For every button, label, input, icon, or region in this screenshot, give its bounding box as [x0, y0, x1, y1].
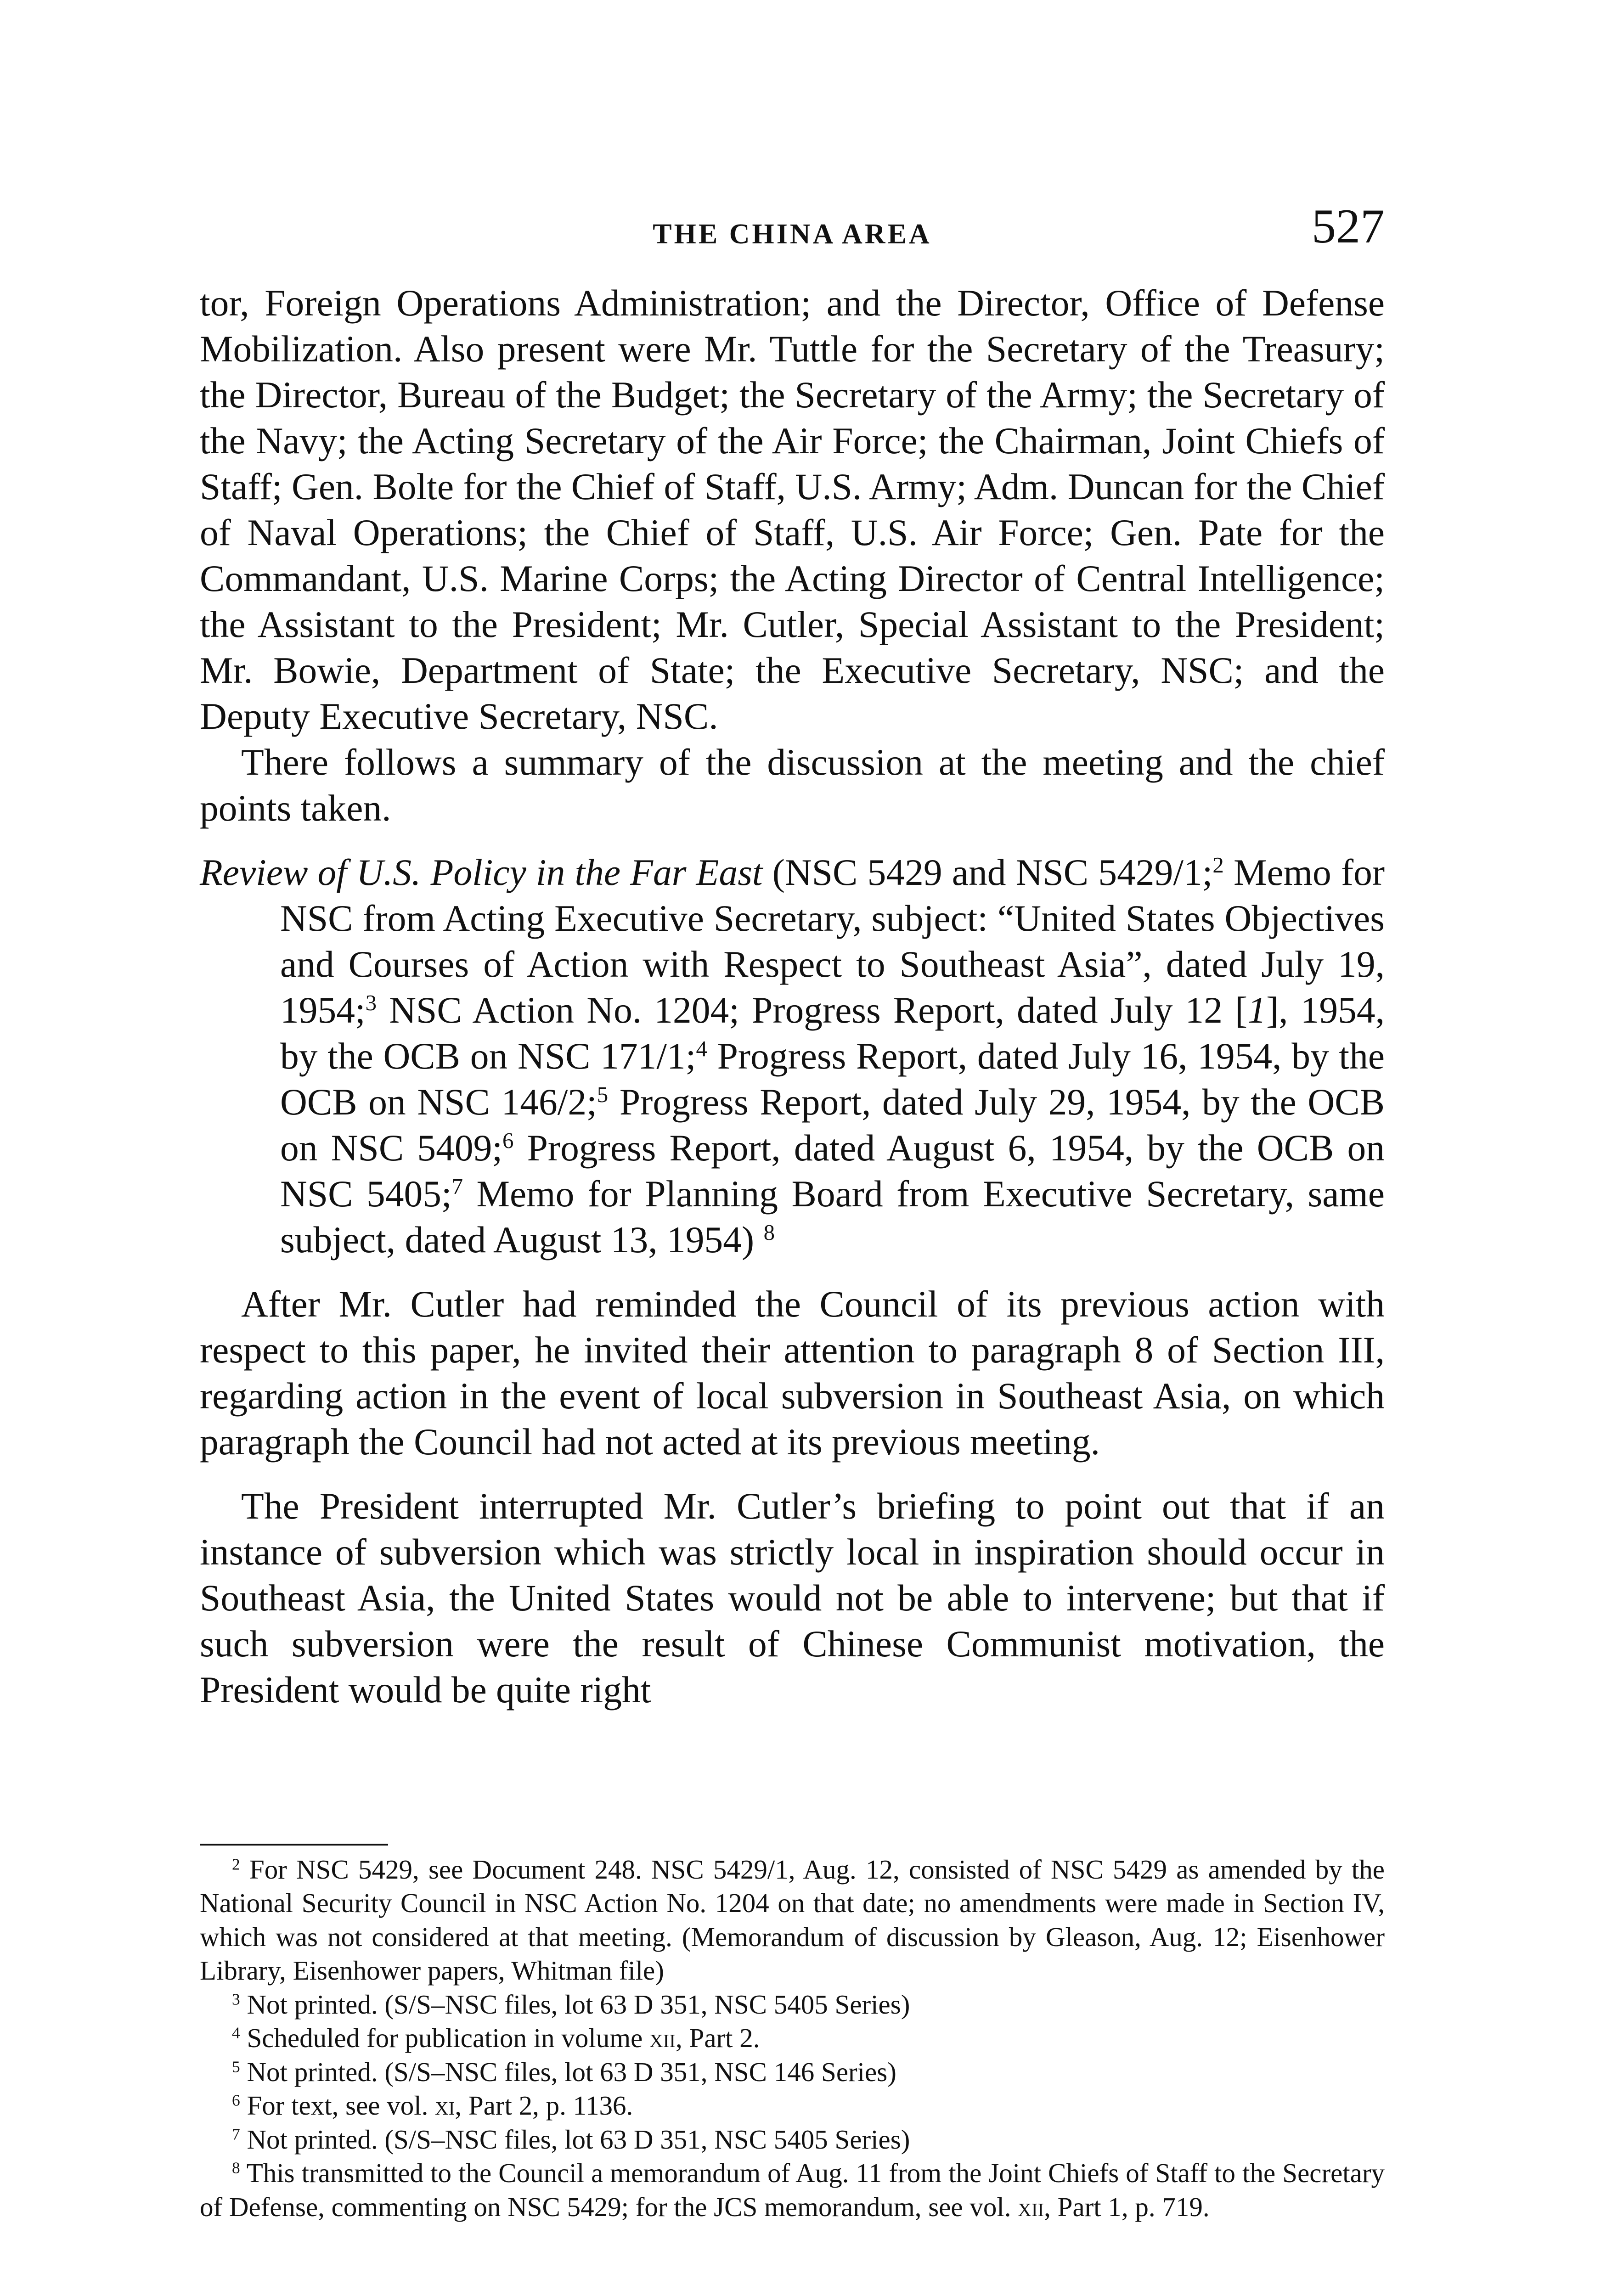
cutler-paragraph: After Mr. Cutler had reminded the Council of its previous action with respect to this paper, he invited their attention to paragraph 8 of Section III, regarding action in the event of local subversion in Southeast Asia, on which paragraph the Council had not acted at its previous meeting.	[200, 1283, 1385, 1463]
footnote-text: Scheduled for publication in volume	[240, 2023, 650, 2054]
footnote-text: Not printed. (S/S–NSC files, lot 63 D 351, NSC 5405 Series)	[240, 1989, 910, 2020]
footnote-divider	[200, 1844, 388, 1846]
footnote-marker: 3	[232, 1990, 240, 2009]
footnote-marker: 6	[232, 2091, 240, 2110]
agenda-item	[200, 850, 1385, 1263]
volume-number: xii	[649, 2023, 676, 2054]
agenda-text: Progress Report, dated August 6, 1954, by the OCB on NSC 5405;	[280, 1127, 1385, 1215]
page-header	[200, 199, 1385, 266]
page-number: 527	[1312, 199, 1385, 253]
footnote-marker: 7	[232, 2125, 240, 2144]
president-paragraph: The President interrupted Mr. Cutler’s briefing to point out that if an instance of subversion which was strictly local in inspiration should occur in Southeast Asia, the United States would not be able to intervene; but that if such subversion were the result of Chinese Communist motivation, the President would be quite right	[200, 1485, 1385, 1711]
footnote-marker: 4	[232, 2023, 240, 2042]
footnote-6	[200, 2089, 1385, 2122]
attendance-paragraph: tor, Foreign Operations Administration; and the Director, Office of Defense Mobilization. Also present were Mr. Tuttle for the Secretary of the Treasury; the Director, Bureau of the Budget; the Secretary of the Army; the Secretary of the Navy; the Acting Secretary of the Air Force; the Chairman, Joint Chiefs of Staff; Gen. Bolte for the Chief of Staff, U.S. Army; Adm. Duncan for the Chief of Naval Operations; the Chief of Staff, U.S. Air Force; Gen. Pate for the Commandant, U.S. Marine Corps; the Acting Director of Central Intelligence; the Assistant to the President; Mr. Cutler, Special Assistant to the President; Mr. Bowie, Department of State; the Executive Secretary, NSC; and the Deputy Executive Secretary, NSC.	[200, 282, 1385, 737]
agenda-text: Progress Report, dated July 16, 1954, by the OCB on NSC 146/2;	[280, 1035, 1385, 1123]
footnote-2	[200, 1853, 1385, 1988]
footnote-marker: 2	[232, 1855, 240, 1874]
footnote-text: This transmitted to the Council a memorandum of Aug. 11 from the Joint Chiefs of Staff to the Secretary of Defense, commenting on NSC 5429; for the JCS memorandum, see vol.	[200, 2158, 1385, 2222]
footnote-text: For text, see vol.	[240, 2090, 435, 2121]
agenda-title: Review of U.S. Policy in the Far East	[200, 851, 763, 893]
agenda-text: Memo for NSC from Acting Executive Secretary, subject: “United States Objectives and Courses of Action with Respect to Southeast Asia”, dated July 19, 1954;	[280, 851, 1385, 1031]
footnote-text: Not printed. (S/S–NSC files, lot 63 D 351, NSC 5405 Series)	[240, 2124, 910, 2155]
agenda-text: NSC Action No. 1204; Progress Report, dated July 12 [	[377, 989, 1248, 1031]
footnote-text: , Part 1, p. 719.	[1044, 2191, 1210, 2222]
footnote-text: Not printed. (S/S–NSC files, lot 63 D 351, NSC 146 Series)	[240, 2056, 896, 2087]
footnote-ref-6: 6	[502, 1128, 514, 1154]
footnote-text: For NSC 5429, see Document 248. NSC 5429/1, Aug. 12, consisted of NSC 5429 as amended by the National Security Council in NSC Action No. 1204 on that date; no amendments were made in Section IV, which was not considered at that meeting. (Memorandum of discussion by Gleason, Aug. 12; Eisenhower Library, Eisenhower papers, Whitman file)	[200, 1854, 1385, 1986]
footnote-4	[200, 2021, 1385, 2055]
agenda-text: ], 1954, by the OCB on NSC 171/1;	[280, 989, 1385, 1077]
agenda-text: (NSC 5429 and NSC 5429/1;	[762, 851, 1213, 893]
footnotes	[200, 1853, 1385, 2224]
volume-number: xi	[435, 2090, 455, 2121]
running-head: THE CHINA AREA	[653, 219, 932, 250]
agenda-bracket-number: 1	[1247, 989, 1267, 1031]
body-text	[200, 280, 1385, 1713]
footnote-text: , Part 2.	[676, 2023, 760, 2054]
summary-intro-paragraph: There follows a summary of the discussion at the meeting and the chief points taken.	[200, 741, 1385, 829]
agenda-text: Memo for Planning Board from Executive Secretary, same subject, dated August 13, 1954)	[280, 1173, 1385, 1261]
footnote-5	[200, 2055, 1385, 2089]
footnote-8	[200, 2156, 1385, 2224]
volume-number: xii	[1018, 2191, 1044, 2222]
footnote-ref-5: 5	[597, 1082, 609, 1108]
footnote-7	[200, 2123, 1385, 2156]
footnote-ref-3: 3	[365, 990, 377, 1016]
footnote-ref-7: 7	[451, 1174, 463, 1199]
footnote-ref-4: 4	[696, 1036, 707, 1062]
footnote-marker: 5	[232, 2057, 240, 2076]
footnote-3	[200, 1988, 1385, 2021]
footnote-ref-8: 8	[763, 1220, 775, 1245]
footnote-ref-2: 2	[1212, 852, 1224, 878]
footnote-marker: 8	[232, 2158, 240, 2177]
footnote-text: , Part 2, p. 1136.	[455, 2090, 633, 2121]
agenda-text: Progress Report, dated July 29, 1954, by the OCB on NSC 5409;	[280, 1081, 1385, 1169]
